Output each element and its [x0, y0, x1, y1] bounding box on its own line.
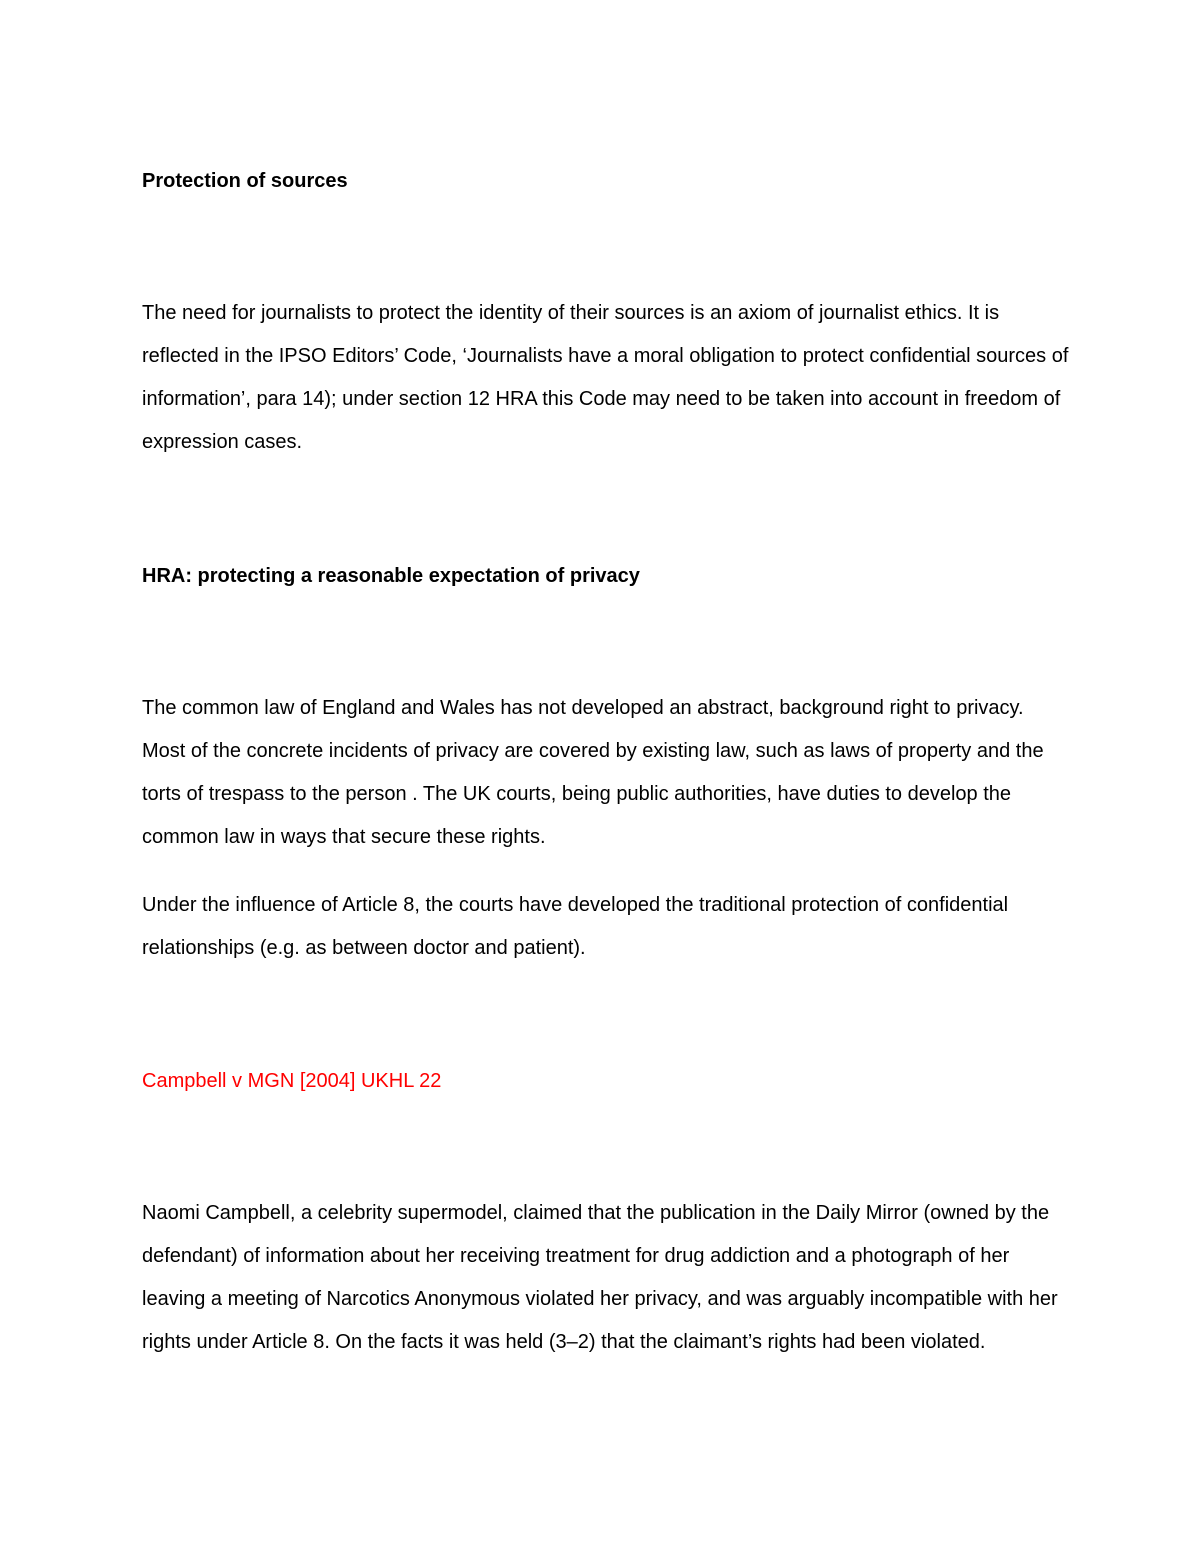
- case-title-campbell: Campbell v MGN [2004] UKHL 22: [142, 1070, 442, 1092]
- paragraph-campbell-facts: Naomi Campbell, a celebrity supermodel, claimed that the publication in the Daily Mirror (owned by the defendant) of information about her receiving treatment for drug addiction and a photograph of her leaving a meeting of Narcotics Anonymous violated her privacy, and was arguably incompatible with her rights under Article 8. On the facts it was held (3–2) that the claimant’s rights had been violated.: [142, 1202, 1058, 1353]
- paragraph-journalist-sources: The need for journalists to protect the identity of their sources is an axiom of journalist ethics. It is reflected in the IPSO Editors’ Code, ‘Journalists have a moral obligation to protect confidential sources of information’, para 14); under section 12 HRA this Code may need to be taken into account in freedom of expression cases.: [142, 302, 1069, 453]
- section-heading-protection-of-sources: Protection of sources: [142, 170, 348, 192]
- paragraph-common-law-privacy: The common law of England and Wales has not developed an abstract, background right to privacy. Most of the concrete incidents of privacy are covered by existing law, such as laws of property and the torts of trespass to the person . The UK courts, being public authorities, have duties to develop the common law in ways that secure these rights.: [142, 697, 1044, 848]
- paragraph-article-8: Under the influence of Article 8, the courts have developed the traditional protection of confidential relationships (e.g. as between doctor and patient).: [142, 894, 1009, 959]
- section-heading-hra-privacy: HRA: protecting a reasonable expectation of privacy: [142, 565, 640, 587]
